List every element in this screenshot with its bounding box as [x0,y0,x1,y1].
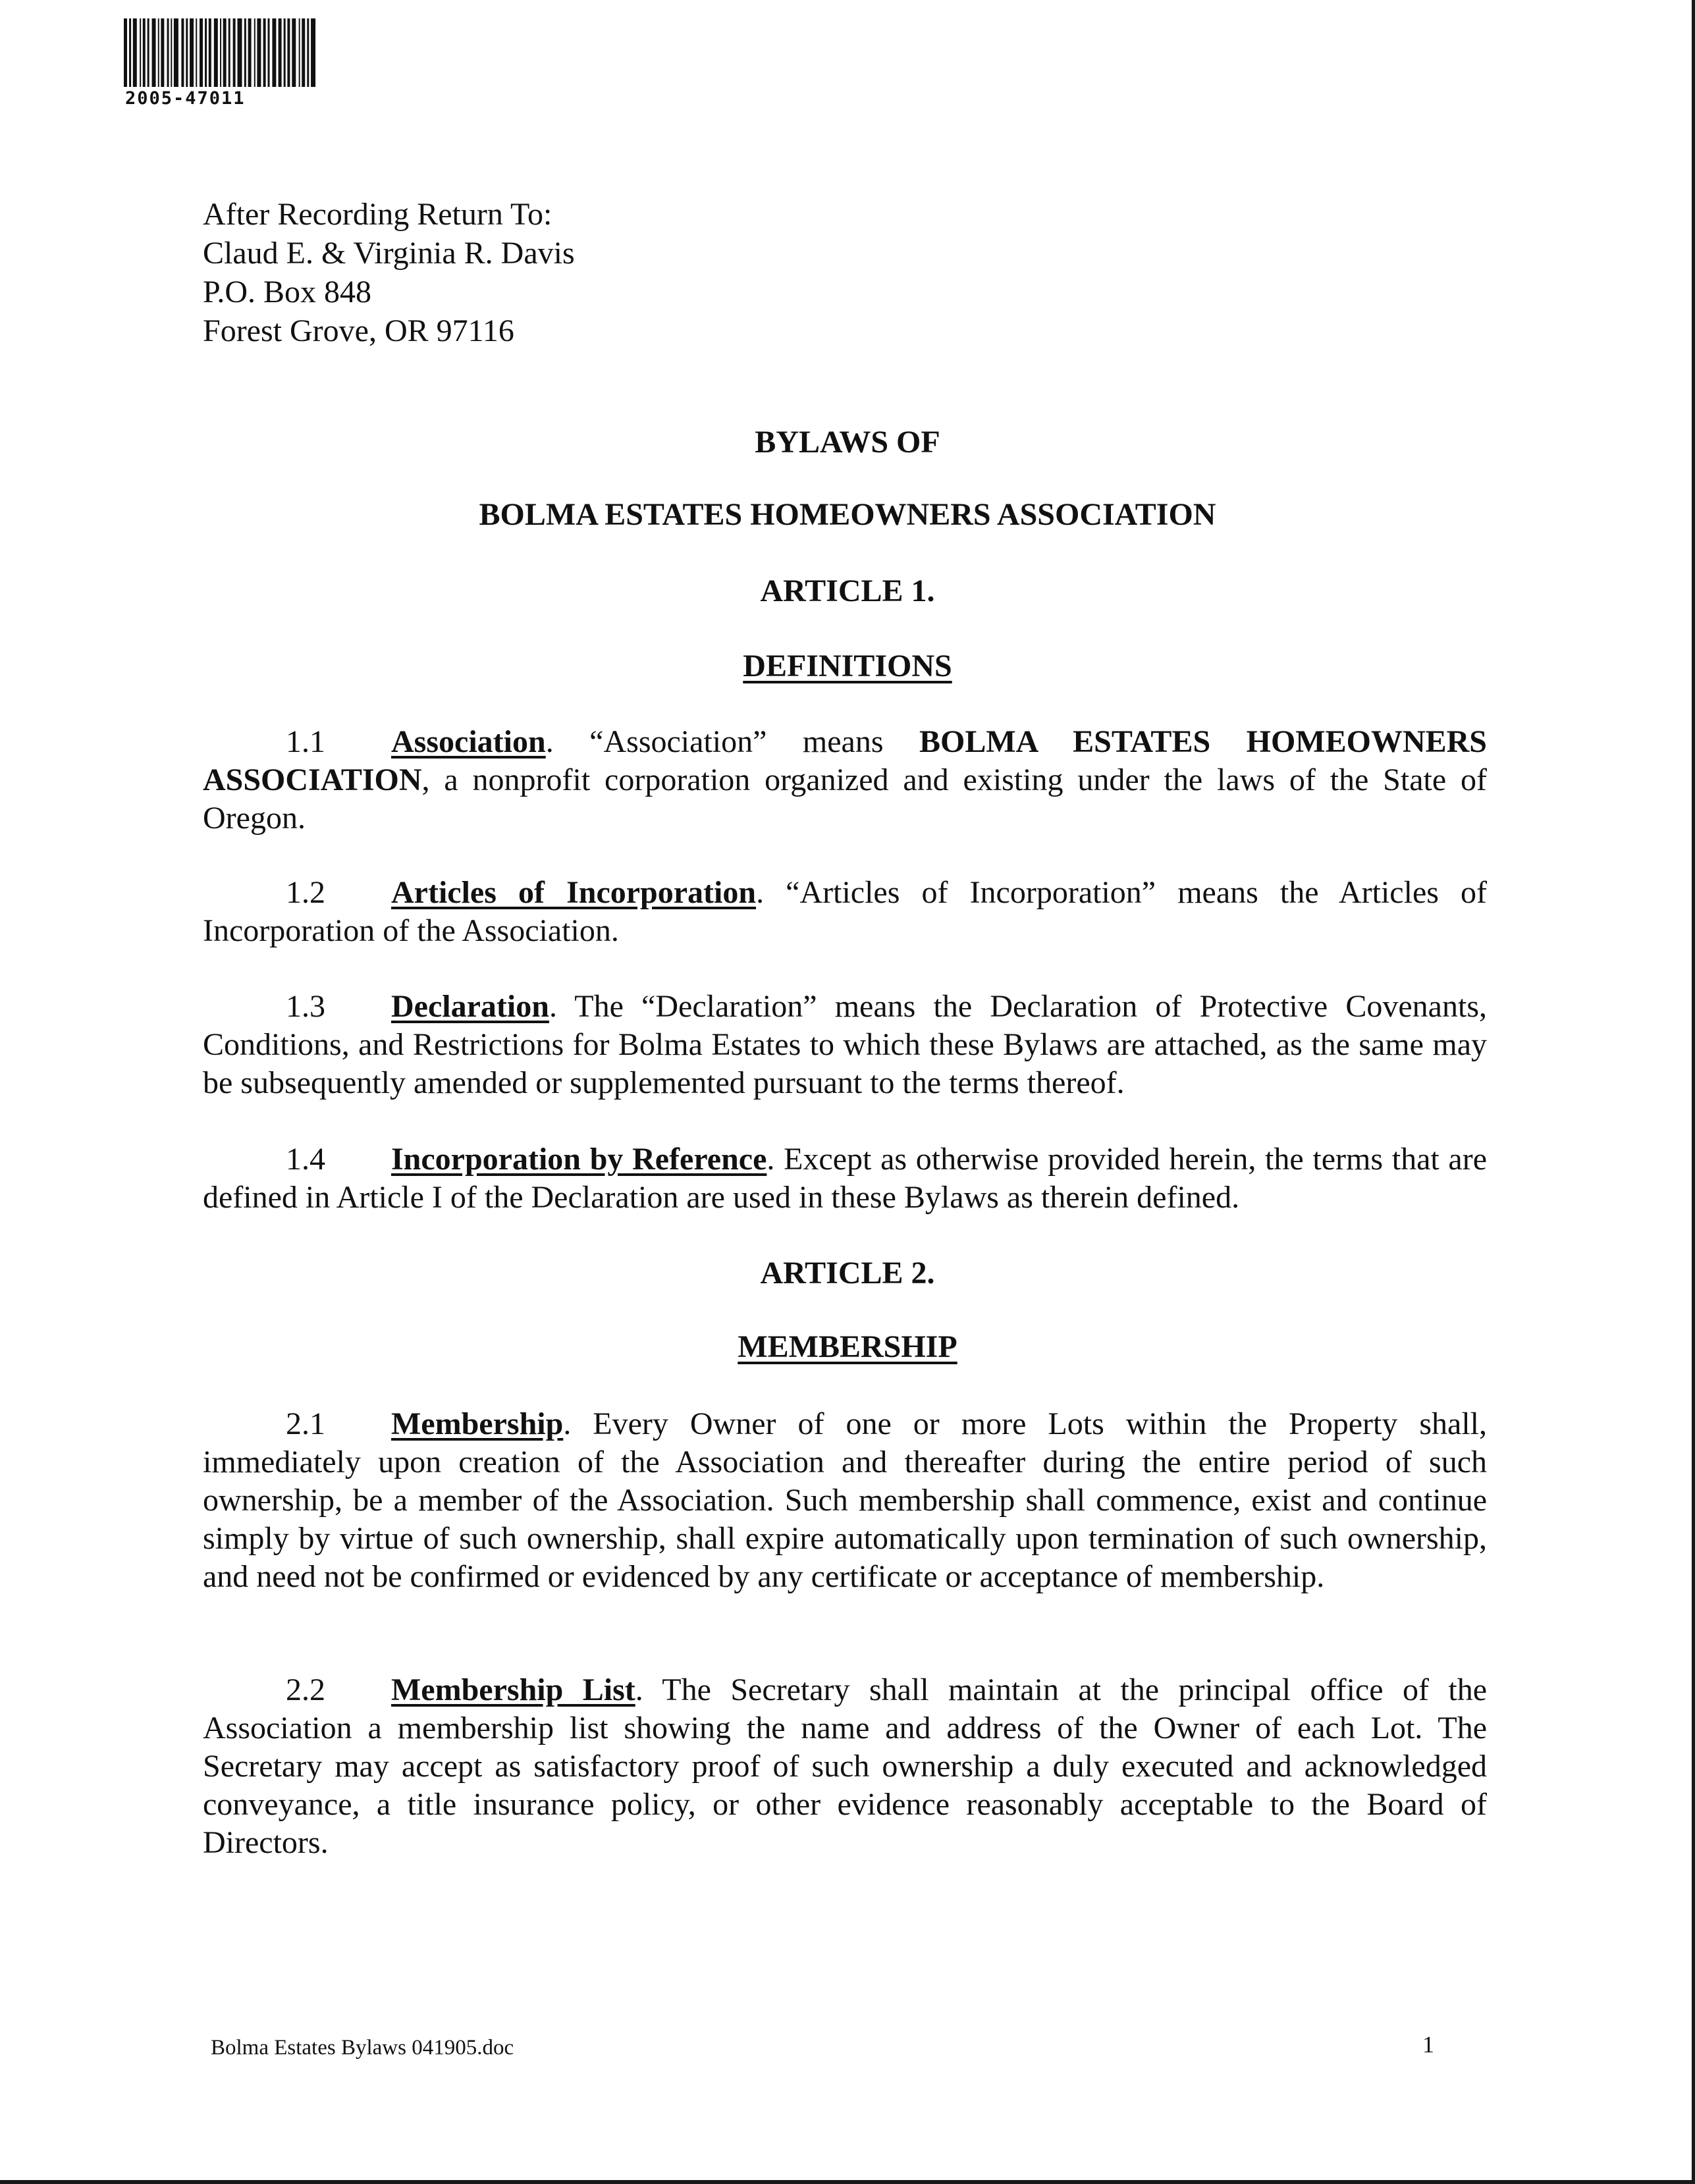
section-1-3 [203,988,1487,1102]
section-1-1 [203,723,1487,838]
footer-filename: Bolma Estates Bylaws 041905.doc [211,2036,514,2060]
section-2-1 [203,1405,1487,1596]
recording-barcode [124,18,427,109]
section-1-4 [203,1140,1487,1217]
return-address-line: Forest Grove, OR 97116 [203,313,514,348]
article-1-heading: ARTICLE 1. [760,573,935,608]
section-title: Declaration [391,989,549,1024]
section-title: Incorporation by Reference [391,1142,767,1177]
article-2-subheading: MEMBERSHIP [738,1329,957,1364]
section-text: . “Association” means [545,724,919,759]
section-title: Membership List [391,1672,635,1707]
article-1-subheading: DEFINITIONS [743,649,952,683]
section-1-2 [203,874,1487,950]
section-title: Articles of Incorporation [391,875,757,910]
section-text: , a nonprofit corporation organized and existing under the laws of the State of Oregon. [203,762,1487,836]
page-number: 1 [1422,2031,1434,2058]
section-number: 2.2 [286,1672,325,1707]
section-text: . “Articles of Incorporation” means the Articles of Incorporation of the Association. [203,875,1487,948]
section-number: 1.4 [286,1142,325,1177]
section-number: 2.1 [286,1406,325,1441]
return-address-line: Claud E. & Virginia R. Davis [203,236,575,271]
document-subtitle: BOLMA ESTATES HOMEOWNERS ASSOCIATION [479,497,1216,532]
return-address [203,195,575,350]
scan-border-right [1692,0,1695,2184]
section-text: . Every Owner of one or more Lots within the Property shall, immediately upon creation of the Association and thereafter during the entire period of such ownership, be a member of the Association. Such membership shall commence, exist and continue simply by virtue of such ownership, shall expire automatically upon termination of such ownership, and need not be confirmed or evidenced by any certificate or acceptance of membership. [203,1406,1487,1594]
return-address-line: P.O. Box 848 [203,275,372,309]
section-number: 1.1 [286,724,325,759]
association-name: BOLMA ESTATES HOMEOWNERS ASSOCIATION [203,724,1488,797]
return-address-line: After Recording Return To: [203,197,552,232]
barcode-icon [124,18,421,87]
barcode-number: 2005-47011 [125,88,246,109]
document-title: BYLAWS OF [755,425,940,460]
section-number: 1.3 [286,989,325,1024]
section-title: Membership [391,1406,564,1441]
article-2-heading: ARTICLE 2. [760,1256,935,1291]
section-title: Association [391,724,546,759]
section-text: . The Secretary shall maintain at the principal office of the Association a membership list showing the name and address of the Owner of each Lot. The Secretary may accept as satisfactory proof of such ownership a duly executed and acknowledged conveyance, a title insurance policy, or other evidence reasonably acceptable to the Board of Directors. [203,1672,1487,1860]
section-number: 1.2 [286,875,325,910]
section-text: . Except as otherwise provided herein, the terms that are defined in Article I of the Declaration are used in these Bylaws as therein defined. [203,1142,1487,1215]
section-2-2 [203,1671,1487,1862]
scan-border-bottom [0,2180,1695,2184]
section-text: . The “Declaration” means the Declaration of Protective Covenants, Conditions, and Restrictions for Bolma Estates to which these Bylaws are attached, as the same may be subsequently amended or supplemented pursuant to the terms thereof. [203,989,1487,1100]
